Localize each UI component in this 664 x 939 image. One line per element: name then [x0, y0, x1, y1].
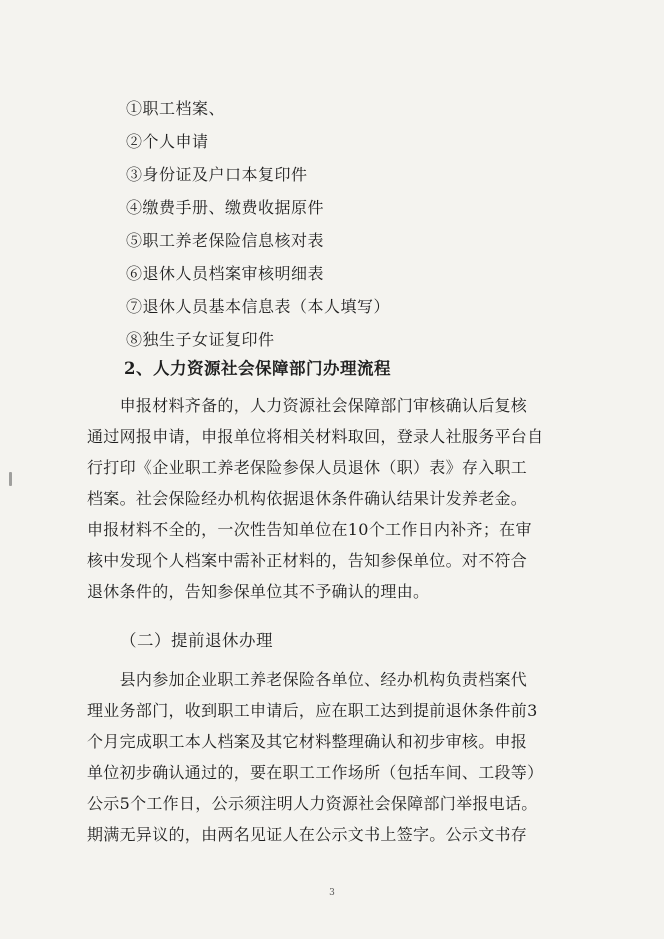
- list-item: ②个人申请: [126, 132, 209, 151]
- page-number: 3: [329, 888, 335, 898]
- text-line: 理业务部门，收到职工申请后，应在职工达到提前退休条件前3: [87, 701, 538, 720]
- text-line: 行打印《企业职工养老保险参保人员退休（职）表》存入职工: [87, 458, 528, 477]
- text-line: 申报材料不全的，一次性告知单位在10个工作日内补齐；在审: [87, 520, 532, 539]
- materials-list: [126, 92, 390, 356]
- text-line: 公示5个工作日，公示须注明人力资源社会保障部门举报电话。: [87, 794, 538, 813]
- text-line: 期满无异议的，由两名见证人在公示文书上签字。公示文书存: [87, 825, 528, 844]
- list-item: ⑥退休人员档案审核明细表: [126, 264, 325, 283]
- subsection-heading: （二）提前退休办理: [120, 631, 273, 650]
- list-item: ⑤职工养老保险信息核对表: [126, 231, 325, 250]
- scan-mark: [9, 472, 12, 486]
- text-line: 档案。社会保险经办机构依据退休条件确认结果计发养老金。: [87, 489, 528, 508]
- list-item: ⑧独生子女证复印件: [126, 330, 275, 349]
- list-item: ①职工档案、: [126, 99, 226, 118]
- text-line: 申报材料齐备的，人力资源社会保障部门审核确认后复核: [87, 396, 528, 415]
- text-line: 县内参加企业职工养老保险各单位、经办机构负责档案代: [87, 670, 528, 689]
- paragraph: [87, 664, 587, 850]
- text-line: 核中发现个人档案中需补正材料的，告知参保单位。对不符合: [87, 551, 528, 570]
- text-line: 个月完成职工本人档案及其它材料整理确认和初步审核。申报: [87, 732, 528, 751]
- section-heading: 2、人力资源社会保障部门办理流程: [124, 359, 391, 378]
- list-item: ⑦退休人员基本信息表（本人填写）: [126, 297, 391, 316]
- list-item: ④缴费手册、缴费收据原件: [126, 198, 325, 217]
- list-item: ③身份证及户口本复印件: [126, 165, 308, 184]
- text-line: 退休条件的，告知参保单位其不予确认的理由。: [87, 582, 430, 601]
- text-line: 通过网报申请，申报单位将相关材料取回，登录人社服务平台自: [87, 427, 544, 446]
- text-line: 单位初步确认通过的，要在职工工作场所（包括车间、工段等）: [87, 763, 544, 782]
- paragraph: [87, 390, 587, 607]
